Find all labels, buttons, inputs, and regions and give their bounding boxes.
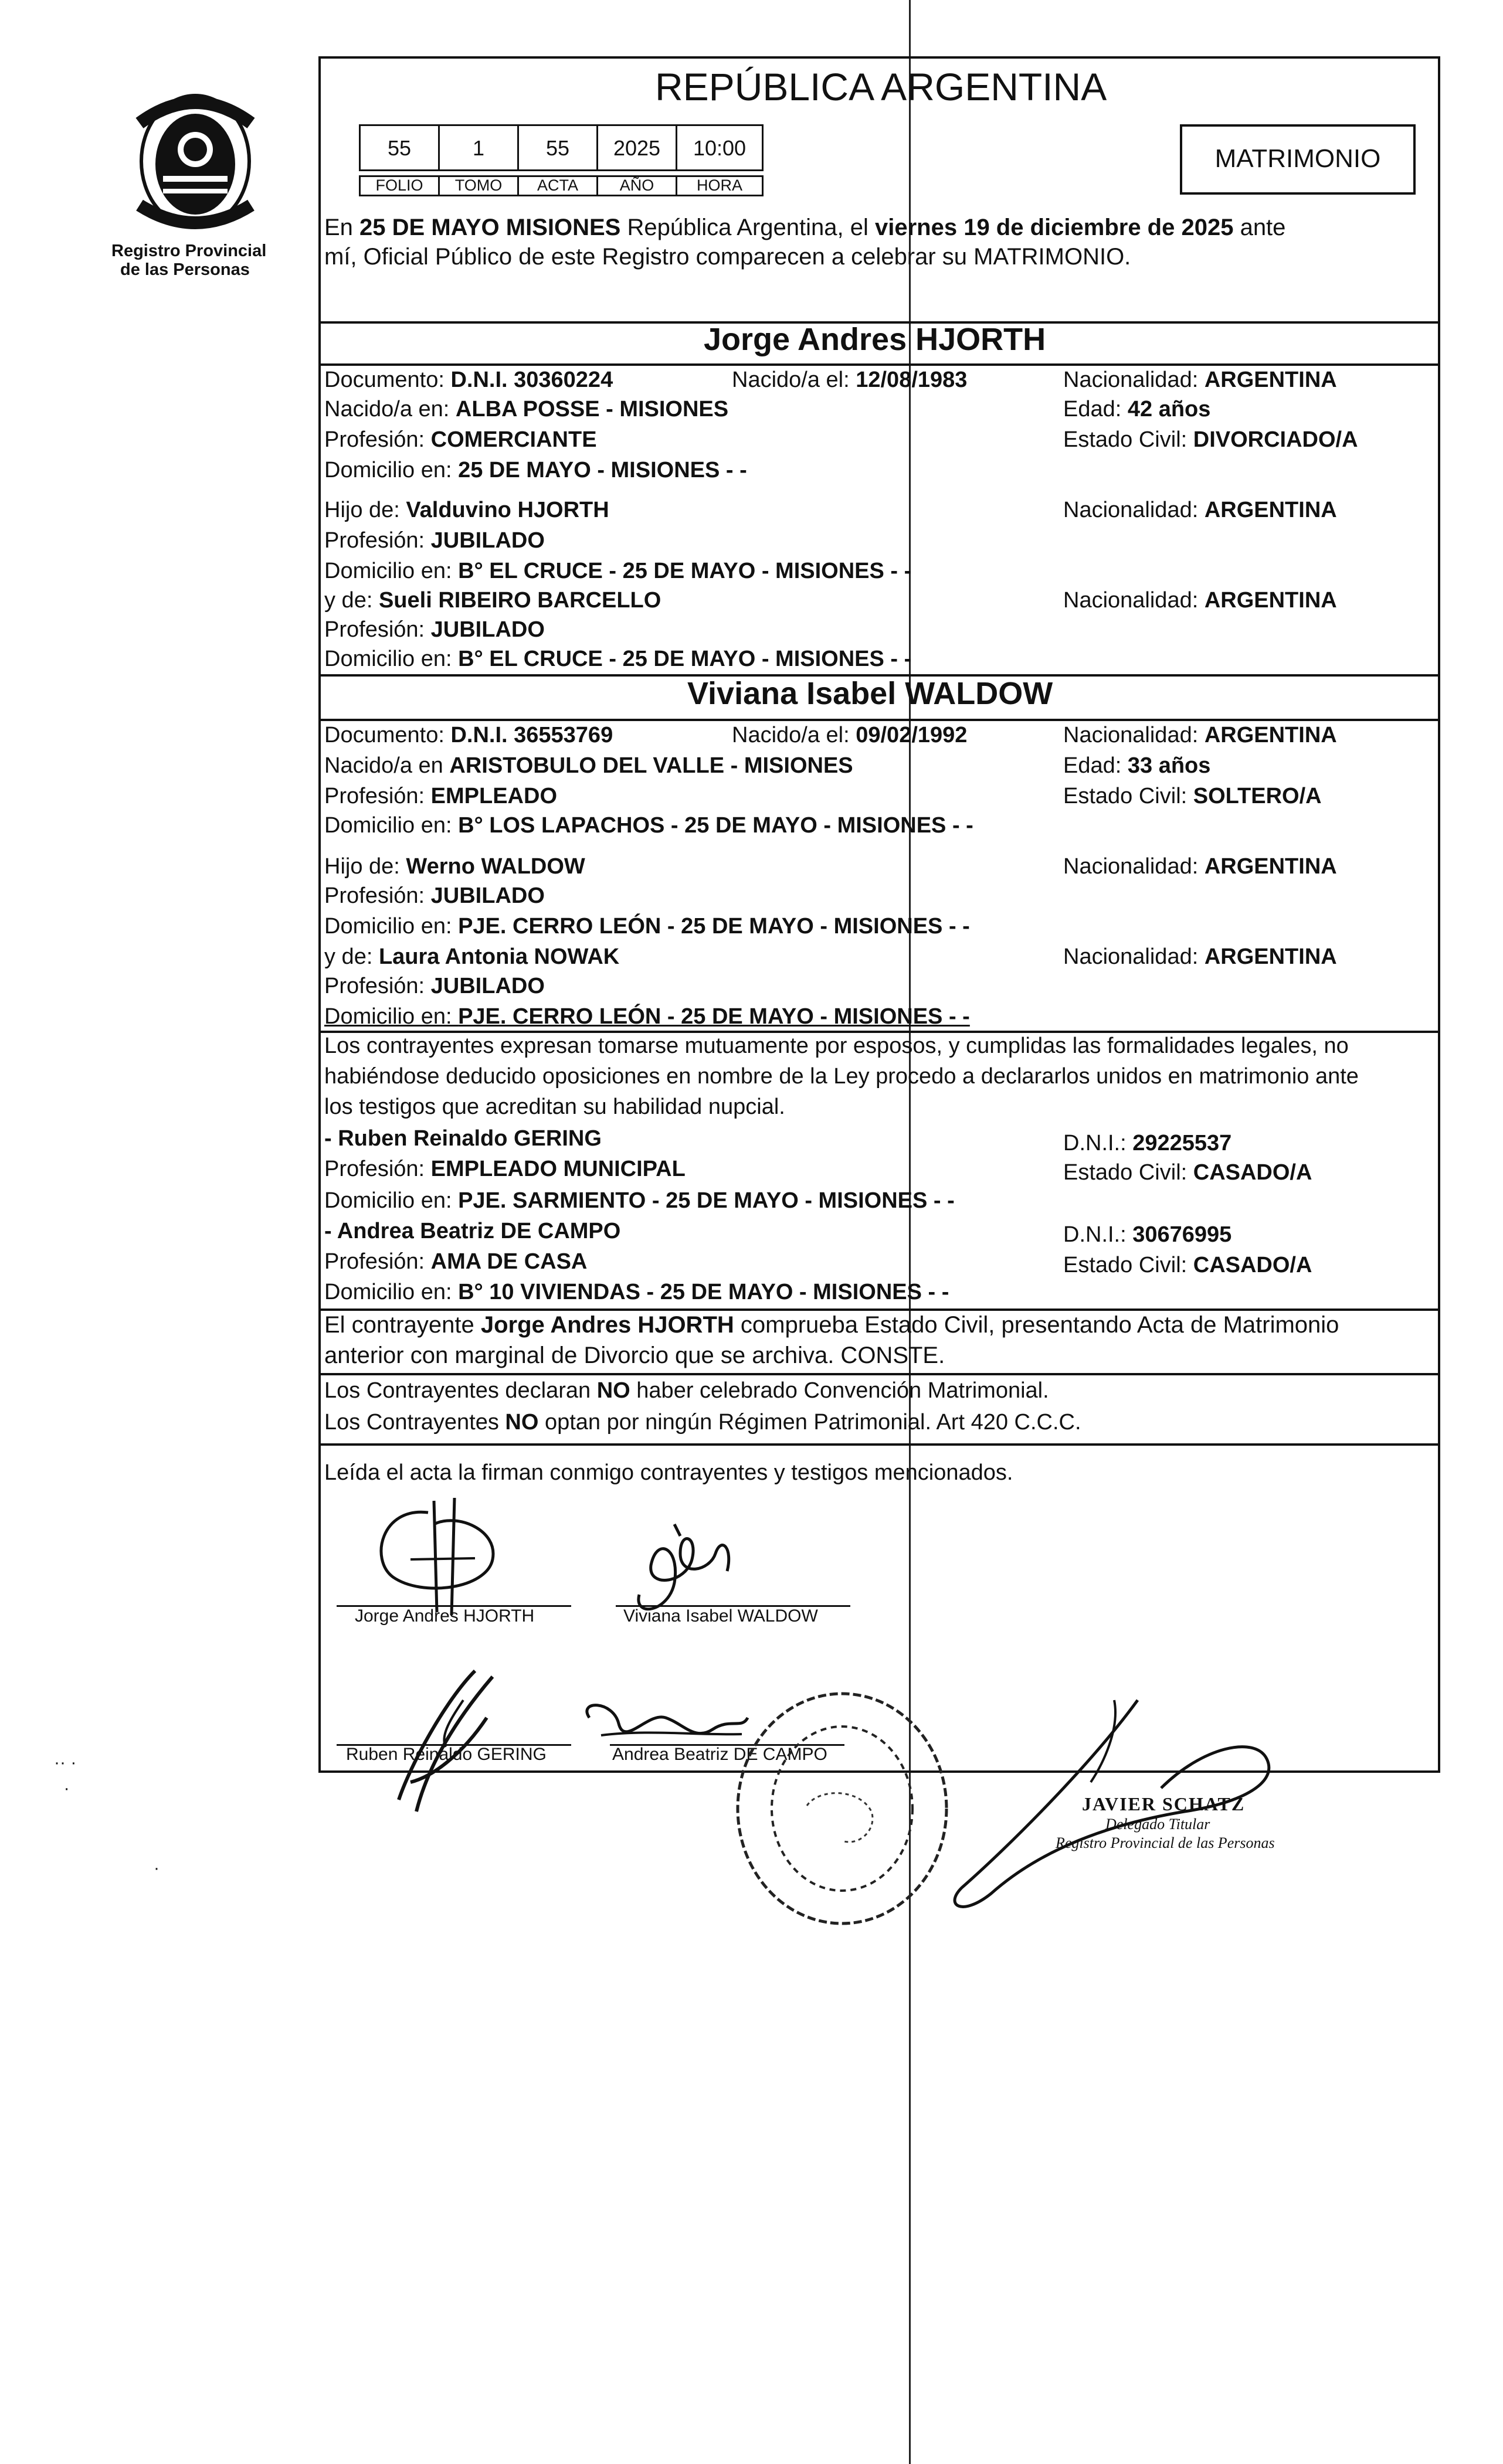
witness2-civil-status: Estado Civil: CASADO/A <box>1063 1253 1312 1277</box>
witness2-dni: D.N.I.: 30676995 <box>1063 1222 1232 1247</box>
witness2-signature-label: Andrea Beatriz DE CAMPO <box>612 1745 827 1764</box>
groom-profession: Profesión: COMERCIANTE <box>324 427 597 452</box>
tomo-label: TOMO <box>438 175 519 196</box>
ceremony-date: viernes 19 de diciembre de 2025 <box>874 215 1234 240</box>
bride-mother-nationality: Nacionalidad: ARGENTINA <box>1063 944 1337 969</box>
act-type-box <box>1180 124 1416 195</box>
witness1-signature-label: Ruben Reinaldo GERING <box>346 1745 547 1764</box>
divider <box>320 719 1439 721</box>
groom-mother: y de: Sueli RIBEIRO BARCELLO <box>324 588 661 613</box>
officer-name: JAVIER SCHATZ <box>1082 1793 1246 1814</box>
groom-father-profession: Profesión: JUBILADO <box>324 528 545 553</box>
bride-mother-address: Domicilio en: PJE. CERRO LEÓN - 25 DE MAYO - MISIONES - - <box>324 1004 970 1029</box>
officer-role: Delegado Titular <box>1105 1816 1210 1833</box>
groom-father: Hijo de: Valduvino HJORTH <box>324 498 609 522</box>
coat-of-arms-icon <box>128 88 263 234</box>
acta-value: 55 <box>517 124 598 171</box>
groom-birthdate: Nacido/a el: 12/08/1983 <box>732 368 968 392</box>
witness1-civil-status: Estado Civil: CASADO/A <box>1063 1160 1312 1185</box>
divider <box>320 1309 1439 1311</box>
hora-value: 10:00 <box>676 124 764 171</box>
witness2-address: Domicilio en: B° 10 VIVIENDAS - 25 DE MAYO - MISIONES - - <box>324 1280 949 1304</box>
tomo-value: 1 <box>438 124 519 171</box>
declaration-line1: Los contrayentes expresan tomarse mutuamente por esposos, y cumplidas las formalidades legales, no <box>324 1034 1349 1058</box>
divider <box>320 363 1439 366</box>
declaration-line2: habiéndose deducido oposiciones en nombre de la Ley procedo a declararlos unidos en matrimonio ante <box>324 1064 1359 1089</box>
groom-mother-nationality: Nacionalidad: ARGENTINA <box>1063 588 1337 613</box>
country-title: REPÚBLICA ARGENTINA <box>655 65 1107 108</box>
groom-address: Domicilio en: 25 DE MAYO - MISIONES - - <box>324 458 747 482</box>
bride-father-nationality: Nacionalidad: ARGENTINA <box>1063 854 1337 879</box>
bride-birthplace: Nacido/a en ARISTOBULO DEL VALLE - MISIONES <box>324 753 853 778</box>
intro-b: República Argentina, el <box>620 215 875 240</box>
folio-label: FOLIO <box>359 175 440 196</box>
bride-age: Edad: 33 años <box>1063 753 1211 778</box>
bride-birthdate: Nacido/a el: 09/02/1992 <box>732 723 968 747</box>
groom-father-address: Domicilio en: B° EL CRUCE - 25 DE MAYO - MISIONES - - <box>324 559 912 583</box>
officer-org: Registro Provincial de las Personas <box>1056 1834 1275 1851</box>
registry-name-line1: Registro Provincial <box>111 242 267 260</box>
intro-a: En <box>324 215 360 240</box>
divider <box>320 1443 1439 1446</box>
groom-age: Edad: 42 años <box>1063 397 1211 422</box>
groom-mother-profession: Profesión: JUBILADO <box>324 617 545 642</box>
registry-logo <box>128 88 263 234</box>
ceremony-place: 25 DE MAYO MISIONES <box>359 215 621 240</box>
bride-name-heading: Viviana Isabel WALDOW <box>687 676 1053 711</box>
anio-value: 2025 <box>596 124 677 171</box>
folio-value: 55 <box>359 124 440 171</box>
civil-proof-line1: El contrayente Jorge Andres HJORTH comprueba Estado Civil, presentando Acta de Matrimonio <box>324 1312 1339 1338</box>
convention-line1: Los Contrayentes declaran NO haber celebrado Convención Matrimonial. <box>324 1378 1049 1403</box>
groom-name-heading: Jorge Andres HJORTH <box>704 322 1046 357</box>
divider <box>320 1373 1439 1375</box>
witness1-address: Domicilio en: PJE. SARMIENTO - 25 DE MAYO - MISIONES - - <box>324 1188 955 1213</box>
declaration-line3: los testigos que acreditan su habilidad nupcial. <box>324 1095 785 1119</box>
bride-civil-status: Estado Civil: SOLTERO/A <box>1063 784 1322 808</box>
bride-nationality: Nacionalidad: ARGENTINA <box>1063 723 1337 747</box>
intro-c: ante <box>1233 215 1286 240</box>
registry-name-line2: de las Personas <box>120 260 250 279</box>
bride-father-address: Domicilio en: PJE. CERRO LEÓN - 25 DE MAYO - MISIONES - - <box>324 914 970 939</box>
stray-dot: · <box>154 1858 160 1878</box>
groom-nationality: Nacionalidad: ARGENTINA <box>1063 368 1337 392</box>
bride-document: Documento: D.N.I. 36553769 <box>324 723 613 747</box>
bride-profession: Profesión: EMPLEADO <box>324 784 558 808</box>
hora-label: HORA <box>676 175 764 196</box>
groom-signature-label: Jorge Andres HJORTH <box>355 1606 535 1626</box>
record-grid <box>359 124 764 200</box>
stamp-seal-icon <box>725 1683 959 1935</box>
bride-father-profession: Profesión: JUBILADO <box>324 883 545 908</box>
act-type-label: MATRIMONIO <box>1214 144 1381 173</box>
groom-father-nationality: Nacionalidad: ARGENTINA <box>1063 498 1337 522</box>
groom-birthplace: Nacido/a en: ALBA POSSE - MISIONES <box>324 397 729 422</box>
convention-line2: Los Contrayentes NO optan por ningún Régimen Patrimonial. Art 420 C.C.C. <box>324 1410 1081 1435</box>
groom-civil-status: Estado Civil: DIVORCIADO/A <box>1063 427 1358 452</box>
official-stamp <box>725 1683 959 1935</box>
witness2-name: - Andrea Beatriz DE CAMPO <box>324 1219 621 1243</box>
acta-label: ACTA <box>517 175 598 196</box>
closing-statement: Leída el acta la firman conmigo contrayentes y testigos mencionados. <box>324 1460 1013 1485</box>
witness1-name: - Ruben Reinaldo GERING <box>324 1126 602 1151</box>
witness1-profession: Profesión: EMPLEADO MUNICIPAL <box>324 1157 686 1181</box>
bride-mother: y de: Laura Antonia NOWAK <box>324 944 620 969</box>
intro-line2: mí, Oficial Público de este Registro comparecen a celebrar su MATRIMONIO. <box>324 244 1131 270</box>
stray-mark: ·· · · <box>54 1753 77 1798</box>
witness1-dni: D.N.I.: 29225537 <box>1063 1131 1232 1155</box>
witness2-profession: Profesión: AMA DE CASA <box>324 1249 588 1274</box>
intro-line1 <box>324 215 1285 240</box>
bride-address: Domicilio en: B° LOS LAPACHOS - 25 DE MAYO - MISIONES - - <box>324 813 973 838</box>
bride-mother-profession: Profesión: JUBILADO <box>324 974 545 998</box>
witness1-signature <box>375 1665 516 1817</box>
groom-document: Documento: D.N.I. 30360224 <box>324 368 613 392</box>
civil-proof-line2: anterior con marginal de Divorcio que se archiva. CONSTE. <box>324 1343 945 1368</box>
anio-label: AÑO <box>596 175 677 196</box>
bride-signature-label: Viviana Isabel WALDOW <box>623 1606 818 1626</box>
groom-mother-address: Domicilio en: B° EL CRUCE - 25 DE MAYO - MISIONES - - <box>324 647 912 671</box>
bride-father: Hijo de: Werno WALDOW <box>324 854 585 879</box>
